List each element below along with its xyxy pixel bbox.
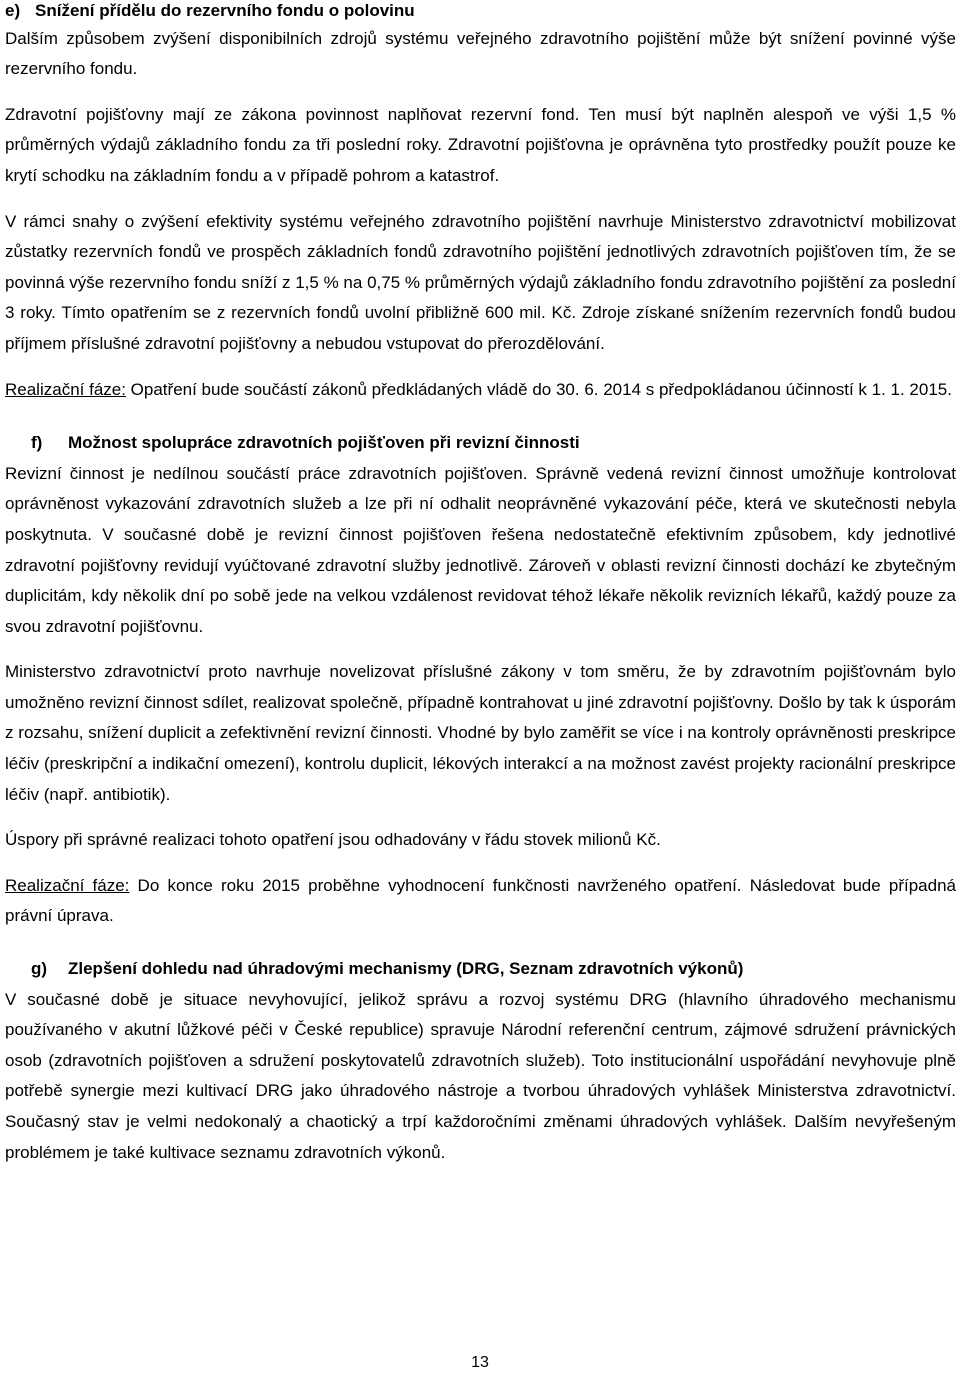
- section-e-paragraph-3: V rámci snahy o zvýšení efektivity systému veřejného zdravotního pojištění navrhuje Ministerstvo zdravotnictví mobilizovat zůstatky rezervních fondů ve prospěch základních fondů zdravotního pojištění jednotlivých zdravotních pojišťoven tím, že se povinná výše rezervního fondu sníží z 1,5 % na 0,75 % průměrných výdajů základního fondu zdravotního pojištění za poslední 3 roky. Tímto opatřením se z rezervních fondů uvolní přibližně 600 mil. Kč. Zdroje získané snížením rezervních fondů budou příjmem příslušné zdravotní pojišťovny a nebudou vstupovat do přerozdělování.: [5, 211, 956, 353]
- section-e-paragraph-2: Zdravotní pojišťovny mají ze zákona povinnost naplňovat rezervní fond. Ten musí být naplněn alespoň ve výši 1,5 % průměrných výdajů základního fondu za tři poslední roky. Zdravotní pojišťovna je oprávněna tyto prostředky použít pouze ke krytí schodku na základním fondu a v případě pohrom a katastrof.: [5, 104, 956, 185]
- section-f-paragraph-2: Ministerstvo zdravotnictví proto navrhuje novelizovat příslušné zákony v tom směru, že by zdravotním pojišťovnám bylo umožněno revizní činnost sdílet, realizovat společně, případně kontrahovat u jiné zdravotní pojišťovny. Došlo by tak k úsporám z rozsahu, snížení duplicit a zefektivnění revizní činnosti. Vhodné by bylo zaměřit se více i na kontroly oprávněnosti preskripce léčiv (preskripční a indikační omezení), kontrolu duplicit, lékových interakcí a na možnost zavést projekty racionální preskripce léčiv (např. antibiotik).: [5, 662, 957, 804]
- realization-phase-label: Realizační fáze:: [5, 875, 130, 895]
- section-e-heading: [5, 0, 956, 27]
- section-f: [5, 428, 956, 932]
- section-g: [5, 954, 956, 1168]
- realization-phase-text: Opatření bude součástí zákonů předkládaných vládě do 30. 6. 2014 s předpokládanou účinností k 1. 1. 2015.: [125, 379, 952, 399]
- realization-phase-label: Realizační fáze:: [5, 379, 126, 399]
- document-page: [5, 0, 956, 1168]
- section-e-title: Snížení přídělu do rezervního fondu o polovinu: [35, 1, 415, 20]
- section-f-letter: f): [31, 433, 43, 453]
- section-g-title: Zlepšení dohledu nad úhradovými mechanismy (DRG, Seznam zdravotních výkonů): [68, 959, 744, 979]
- section-f-paragraph-1: Revizní činnost je nedílnou součástí práce zdravotních pojišťoven. Správně vedená revizní činnost umožňuje kontrolovat oprávněnost vykazování zdravotních služeb a lze při ní odhalit neoprávněné vykazování péče, která ve skutečnosti nebyla poskytnuta. V současné době je revizní činnost pojišťoven řešena nedostatečně efektivním způsobem, kdy jednotlivé zdravotní pojišťovny revidují vyúčtované zdravotní služby jednotlivě. Zároveň v oblasti revizní činnosti dochází ke zbytečným duplicitám, kdy několik dní po sobě jede na velkou vzdálenost revidovat téhož lékaře několik revizních lékařů, každý pouze za svou zdravotní pojišťovnu.: [5, 463, 956, 636]
- section-e-letter: e): [5, 1, 21, 20]
- realization-phase-text: Do konce roku 2015 proběhne vyhodnocení funkčnosti navrženého opatření. Následovat bude případná právní úprava.: [5, 875, 956, 926]
- section-e-realization-phase: [5, 375, 956, 406]
- section-f-heading: [5, 428, 956, 459]
- section-e: [5, 0, 956, 405]
- section-e-paragraph-1: Dalším způsobem zvýšení disponibilních zdrojů systému veřejného zdravotního pojištění může být snížení povinné výše rezervního fondu.: [5, 28, 956, 79]
- section-g-paragraph-1: V současné době je situace nevyhovující, jelikož správu a rozvoj systému DRG (hlavního úhradového mechanismu používaného v akutní lůžkové péči v České republice) spravuje Národní referenční centrum, zájmové sdružení právnických osob (zdravotních pojišťoven a sdružení poskytovatelů zdravotních služeb). Toto institucionální uspořádání nevyhovuje plně potřebě synergie mezi kultivací DRG jako úhradového nástroje a tvorbou úhradových vyhlášek Ministerstva zdravotnictví. Současný stav je velmi nedokonalý a chaotický a trpí každoročními změnami úhradových vyhlášek. Dalším nevyřešeným problémem je také kultivace seznamu zdravotních výkonů.: [5, 989, 956, 1162]
- section-f-paragraph-3: Úspory při správné realizaci tohoto opatření jsou odhadovány v řádu stovek milionů Kč.: [5, 830, 661, 850]
- section-g-heading: [5, 954, 956, 985]
- section-f-title: Možnost spolupráce zdravotních pojišťoven při revizní činnosti: [68, 433, 580, 453]
- section-f-realization-phase: [5, 871, 956, 932]
- page-number: 13: [471, 1354, 489, 1371]
- section-g-letter: g): [31, 959, 48, 979]
